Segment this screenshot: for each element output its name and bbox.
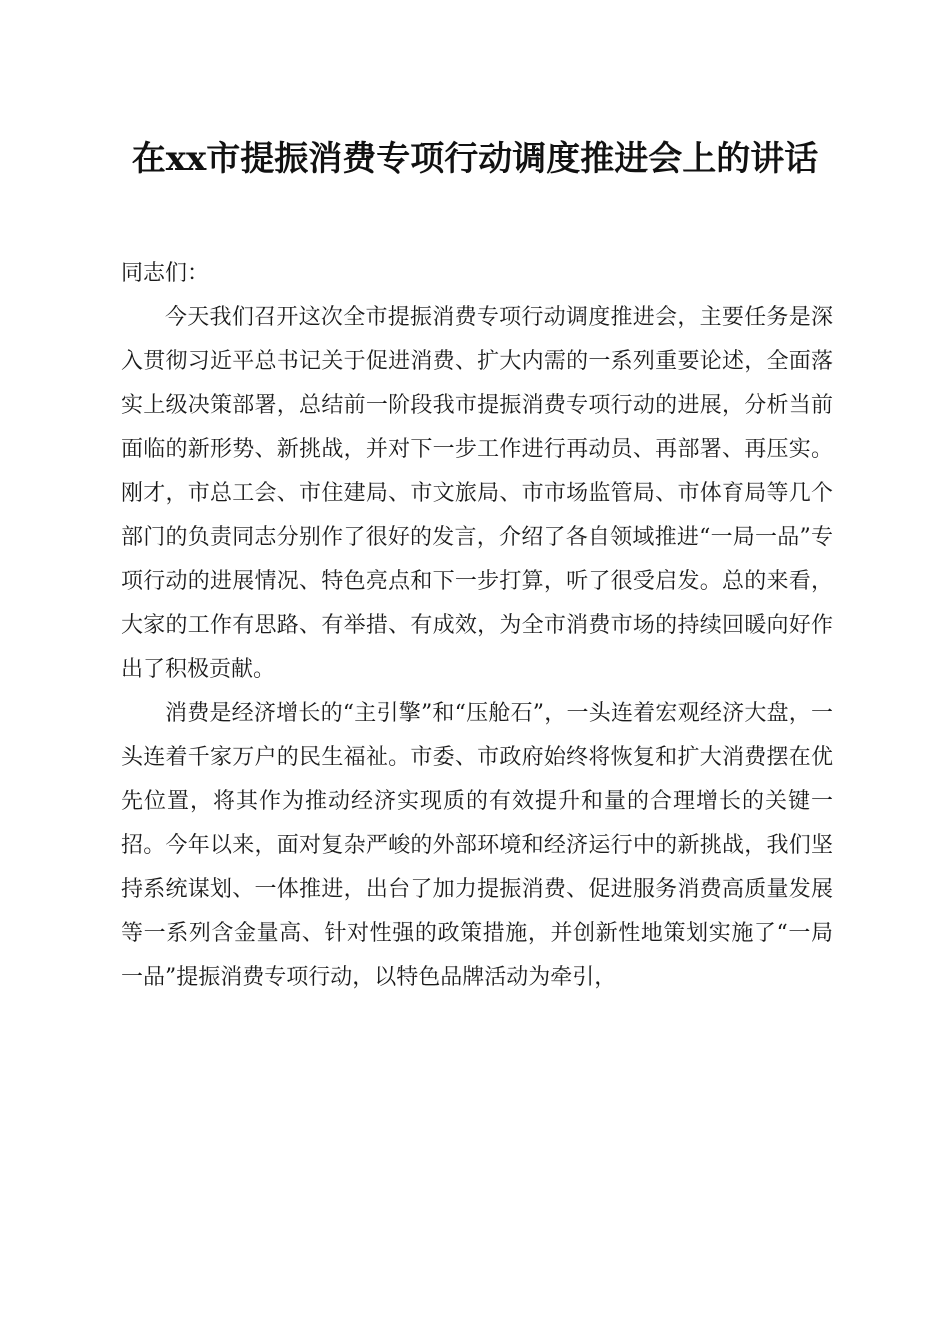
document-body: [121, 252, 833, 1000]
document-title: 在xx市提振消费专项行动调度推进会上的讲话: [131, 139, 819, 179]
paragraph-2: 消费是经济增长的“主引擎”和“压舱石”，一头连着宏观经济大盘，一头连着千家万户的民生福祉。市委、市政府始终将恢复和扩大消费摆在优先位置，将其作为推动经济实现质的有效提升和量的合理增长的关键一招。今年以来，面对复杂严峻的外部环境和经济运行中的新挑战，我们坚持系统谋划、一体推进，出台了加力提振消费、促进服务消费高质量发展等一系列含金量高、针对性强的政策措施，并创新性地策划实施了“一局一品”提振消费专项行动，以特色品牌活动为牵引，: [121, 701, 833, 990]
salutation: 同志们：: [121, 261, 210, 286]
paragraph-1: 今天我们召开这次全市提振消费专项行动调度推进会，主要任务是深入贯彻习近平总书记关于促进消费、扩大内需的一系列重要论述，全面落实上级决策部署，总结前一阶段我市提振消费专项行动的进展，分析当前面临的新形势、新挑战，并对下一步工作进行再动员、再部署、再压实。刚才，市总工会、市住建局、市文旅局、市市场监管局、市体育局等几个部门的负责同志分别作了很好的发言，介绍了各自领域推进“一局一品”专项行动的进展情况、特色亮点和下一步打算，听了很受启发。总的来看，大家的工作有思路、有举措、有成效，为全市消费市场的持续回暖向好作出了积极贡献。: [121, 305, 833, 682]
